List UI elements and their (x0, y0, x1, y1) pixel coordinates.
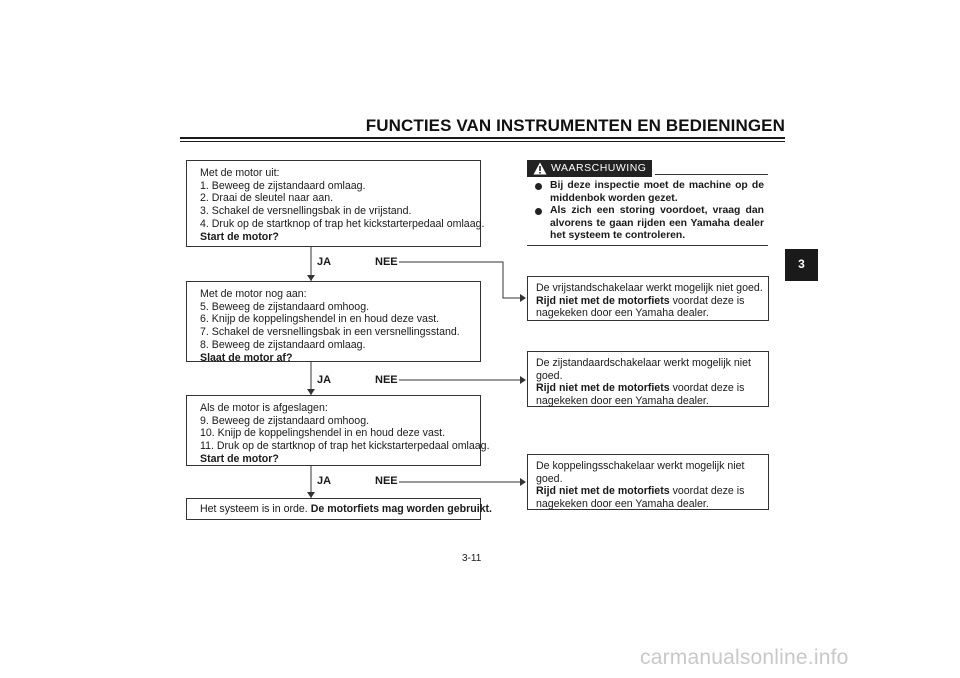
step-box-3-line: 9. Beweeg de zijstandaard omhoog. (200, 414, 370, 427)
step-box-1-line: 1. Beweeg de zijstandaard omlaag. (200, 179, 366, 192)
result-box-2-warning-line (536, 382, 762, 395)
bullet-icon (535, 208, 542, 215)
yes-label-3: JA (317, 475, 332, 487)
result-box-1-rest: voordat deze is (669, 294, 745, 307)
bullet-icon (535, 183, 542, 190)
step-box-2-line: 8. Beweeg de zijstandaard omlaag. (200, 338, 366, 351)
result-box-1-bold: Rijd niet met de motorfiets (536, 294, 670, 307)
result-ok-box (186, 498, 492, 520)
result-box-2-line2: goed. (536, 369, 563, 382)
result-box-2 (527, 351, 769, 407)
step-box-1-question: Start de motor? (200, 230, 279, 243)
arrowhead-right-1 (520, 294, 526, 302)
result-ok-text: Het systeem is in orde. (200, 503, 308, 515)
warning-triangle-icon (533, 162, 547, 175)
result-box-3 (527, 454, 769, 510)
step-box-2-line: 5. Beweeg de zijstandaard omhoog. (200, 300, 370, 313)
chapter-tab: 3 (785, 249, 818, 281)
warning-item-text: Als zich een storing voordoet, vraag dan alvorens te gaan rijden een Yamaha dealer het systeem te controleren. (550, 205, 764, 242)
no-label-2: NEE (375, 374, 398, 386)
step-box-1-line: 4. Druk op de startknop of trap het kickstarterpedaal omlaag. (200, 217, 485, 230)
step-box-3-line: 10. Knijp de koppelingshendel in en houd deze vast. (200, 427, 446, 440)
page-title: FUNCTIES VAN INSTRUMENTEN EN BEDIENINGEN (365, 116, 785, 135)
result-box-1-line: De vrijstandschakelaar werkt mogelijk niet goed. (536, 282, 763, 294)
warning-label: WAARSCHUWING (551, 162, 647, 174)
step-box-1-line: 2. Draai de sleutel naar aan. (200, 192, 334, 205)
warning-list (534, 180, 764, 243)
page-number: 3-11 (462, 553, 482, 564)
step-box-2 (186, 281, 481, 362)
result-box-3-line2: goed. (536, 472, 563, 485)
result-ok-line (200, 503, 492, 516)
warning-item (534, 205, 764, 243)
step-box-2-line: 6. Knijp de koppelingshendel in en houd deze vast. (200, 313, 440, 326)
step-box-2-line: Met de motor nog aan: (200, 288, 307, 300)
step-box-3-line: Als de motor is afgeslagen: (200, 402, 328, 414)
result-box-3-bold: Rijd niet met de motorfiets (536, 485, 670, 498)
step-box-2-line: 7. Schakel de versnellingsbak in een versnellingsstand. (200, 326, 460, 339)
no-label-3: NEE (375, 475, 398, 487)
warning-item-text: Bij deze inspectie moet de machine op de middenbok worden gezet. (550, 180, 764, 204)
result-box-1 (527, 276, 769, 321)
result-box-1-warning-line (536, 295, 762, 308)
yes-label-2: JA (317, 374, 332, 386)
result-box-2-bold: Rijd niet met de motorfiets (536, 382, 670, 395)
result-ok-bold: De motorfiets mag worden gebruikt. (310, 503, 492, 515)
yes-label-1: JA (317, 256, 332, 268)
result-box-3-warning-line (536, 485, 762, 498)
step-box-1-line: Met de motor uit: (200, 167, 280, 179)
result-box-3-rest: voordat deze is (669, 485, 745, 498)
step-box-3 (186, 395, 490, 466)
no-label-1: NEE (375, 256, 398, 268)
step-box-2-question: Slaat de motor af? (200, 351, 293, 364)
warning-rule-top (655, 174, 768, 175)
arrowhead-right-2 (520, 376, 526, 384)
result-box-3-last: nagekeken door een Yamaha dealer. (536, 498, 709, 511)
result-box-2-last: nagekeken door een Yamaha dealer. (536, 395, 709, 408)
watermark: carmanualsonline.info (640, 646, 849, 669)
step-box-1 (186, 160, 485, 247)
result-box-2-line: De zijstandaardschakelaar werkt mogelijk niet (536, 357, 751, 369)
result-box-2-rest: voordat deze is (669, 382, 745, 395)
step-box-3-line: 11. Druk op de startknop of trap het kickstarterpedaal omlaag. (200, 440, 490, 453)
result-box-1-last: nagekeken door een Yamaha dealer. (536, 307, 709, 320)
warning-item (534, 180, 764, 205)
arrowhead-right-3 (520, 478, 526, 486)
result-box-3-line: De koppelingsschakelaar werkt mogelijk niet (536, 460, 745, 472)
step-box-3-question: Start de motor? (200, 452, 279, 465)
warning-rule-bottom (527, 245, 768, 246)
step-box-1-line: 3. Schakel de versnellingsbak in de vrijstand. (200, 205, 412, 218)
